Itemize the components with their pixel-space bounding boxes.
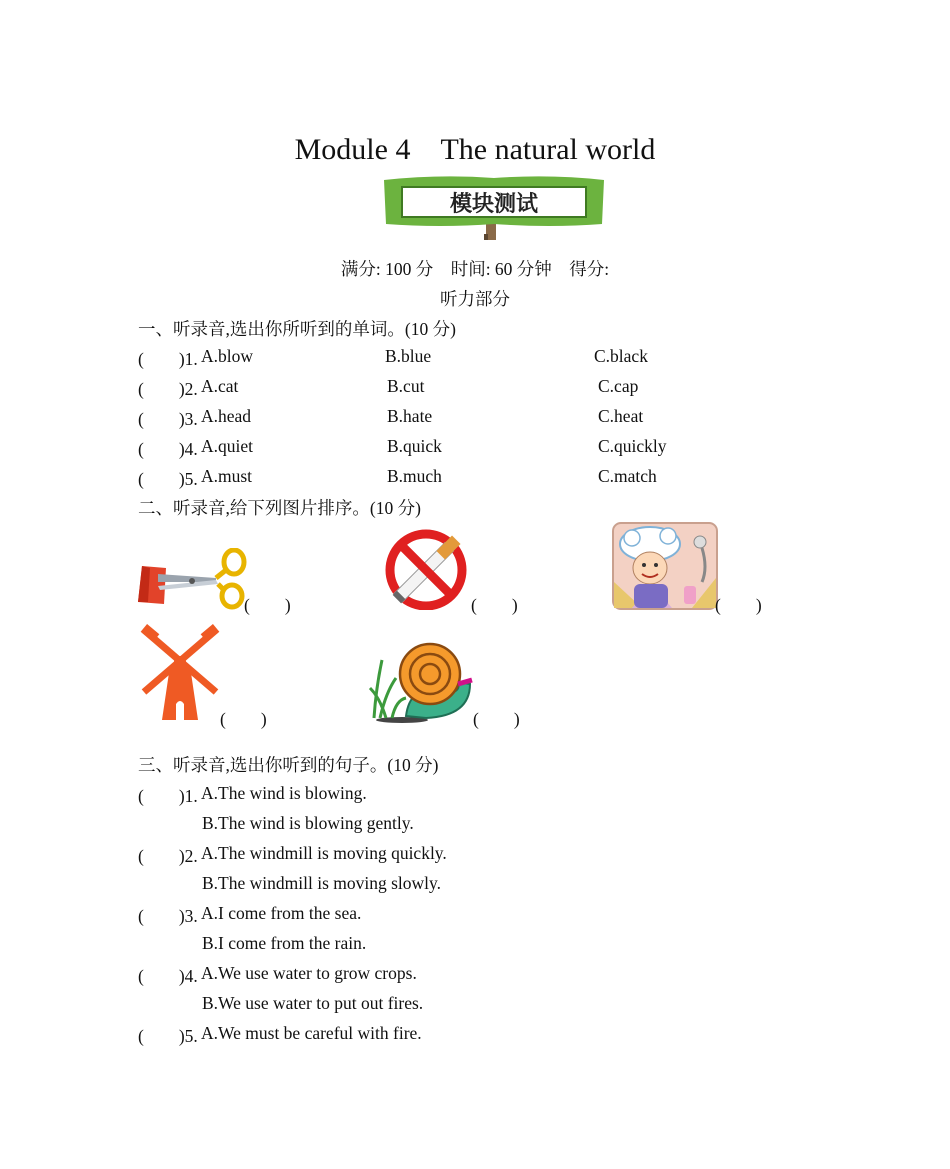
- s3-q3-number: ( )3.: [138, 906, 198, 926]
- s3-q4-option-b[interactable]: B.We use water to put out fires.: [202, 993, 424, 1013]
- s1-q3-option-a[interactable]: A.head: [201, 406, 252, 426]
- windmill-icon: [136, 624, 224, 722]
- picture2-order-blank[interactable]: ( ): [471, 595, 518, 615]
- s1-q2-option-a[interactable]: A.cat: [201, 376, 239, 396]
- module-test-banner: [380, 174, 608, 242]
- listening-heading: 听力部分: [440, 289, 510, 309]
- s3-q5-option-a[interactable]: A.We must be careful with fire.: [201, 1023, 422, 1043]
- s1-q5-option-b[interactable]: B.much: [387, 466, 442, 486]
- no-smoking-sign-icon: [384, 522, 472, 610]
- s1-q2-option-b[interactable]: B.cut: [387, 376, 425, 396]
- s1-q5-option-c[interactable]: C.match: [598, 466, 657, 486]
- s1-q5-number: ( )5.: [138, 469, 198, 489]
- s1-q2-option-c[interactable]: C.cap: [598, 376, 639, 396]
- s1-q2-number: ( )2.: [138, 379, 198, 399]
- s3-q3-option-a[interactable]: A.I come from the sea.: [201, 903, 362, 923]
- s1-q3-option-b[interactable]: B.hate: [387, 406, 433, 426]
- section3-heading: 三、听录音,选出你听到的句子。(10 分): [138, 755, 439, 775]
- banner-label: 模块测试: [449, 192, 539, 217]
- s1-q3-number: ( )3.: [138, 409, 198, 429]
- s3-q2-option-a[interactable]: A.The windmill is moving quickly.: [201, 843, 447, 863]
- section2-heading: 二、听录音,给下列图片排序。(10 分): [138, 498, 421, 518]
- s1-q4-option-b[interactable]: B.quick: [387, 436, 442, 456]
- s1-q1-option-a[interactable]: A.blow: [201, 346, 254, 366]
- snail-icon: [366, 638, 476, 724]
- s1-q4-option-c[interactable]: C.quickly: [598, 436, 667, 456]
- picture5-order-blank[interactable]: ( ): [473, 709, 520, 729]
- s1-q3-option-c[interactable]: C.heat: [598, 406, 644, 426]
- picture4-order-blank[interactable]: ( ): [220, 709, 267, 729]
- s1-q1-number: ( )1.: [138, 349, 198, 369]
- s3-q3-option-b[interactable]: B.I come from the rain.: [202, 933, 367, 953]
- score-line: 满分: 100 分 时间: 60 分钟 得分:: [340, 259, 610, 279]
- s3-q5-number: ( )5.: [138, 1026, 198, 1046]
- girl-shampooing-hair-icon: [612, 522, 718, 610]
- s3-q2-option-b[interactable]: B.The windmill is moving slowly.: [202, 873, 442, 893]
- s3-q4-number: ( )4.: [138, 966, 198, 986]
- s1-q4-option-a[interactable]: A.quiet: [201, 436, 254, 456]
- s1-q1-option-b[interactable]: B.blue: [385, 346, 432, 366]
- scissors-cutting-ribbon-icon: [136, 548, 248, 610]
- s3-q1-option-a[interactable]: A.The wind is blowing.: [201, 783, 367, 803]
- s3-q1-number: ( )1.: [138, 786, 198, 806]
- s3-q4-option-a[interactable]: A.We use water to grow crops.: [201, 963, 417, 983]
- s1-q1-option-c[interactable]: C.black: [594, 346, 648, 366]
- s3-q1-option-b[interactable]: B.The wind is blowing gently.: [202, 813, 414, 833]
- section1-heading: 一、听录音,选出你所听到的单词。(10 分): [138, 319, 456, 339]
- picture3-order-blank[interactable]: ( ): [715, 595, 762, 615]
- s1-q5-option-a[interactable]: A.must: [201, 466, 253, 486]
- picture1-order-blank[interactable]: ( ): [244, 595, 291, 615]
- s3-q2-number: ( )2.: [138, 846, 198, 866]
- s1-q4-number: ( )4.: [138, 439, 198, 459]
- page-title: Module 4 The natural world: [294, 133, 656, 166]
